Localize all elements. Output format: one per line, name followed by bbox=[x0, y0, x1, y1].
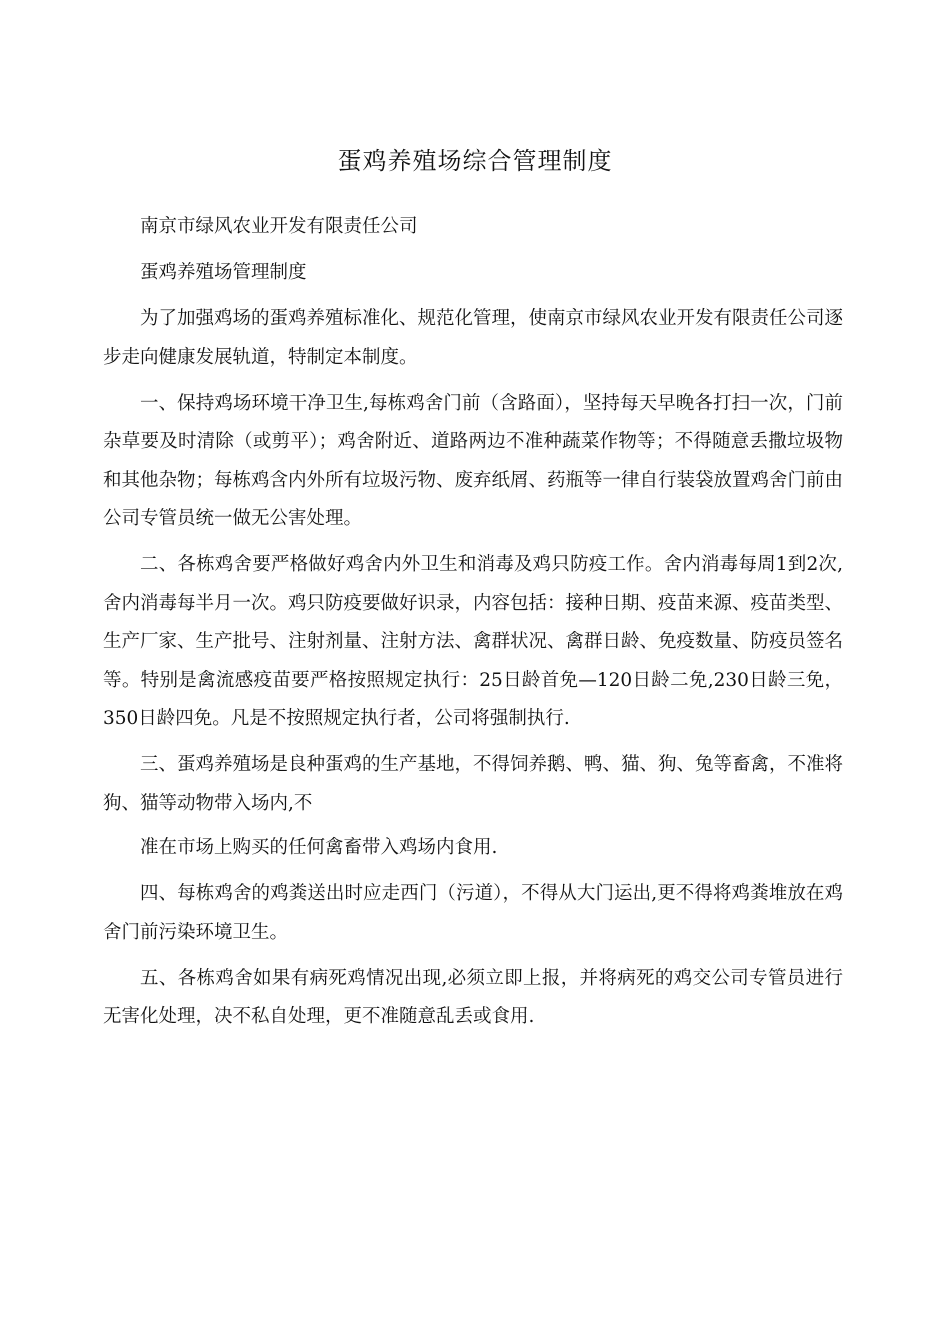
rule-paragraph-3-continued: 准在市场上购买的任何禽畜带入鸡场内食用. bbox=[140, 837, 498, 858]
rule-paragraph-5: 五、各栋鸡舍如果有病死鸡情况出现,必须立即上报，并将病死的鸡交公司专管员进行无害化处理，决不私自处理，更不准随意乱丢或食用. bbox=[103, 967, 843, 1027]
rule-paragraph-2: 二、各栋鸡舍要严格做好鸡舍内外卫生和消毒及鸡只防疫工作。舍内消毒每周1到2次,舍内消毒每半月一次。鸡只防疫要做好识录，内容包括：接种日期、疫苗来源、疫苗类型、生产厂家、生产批号、注射剂量、注射方法、禽群状况、禽群日龄、免疫数量、防疫员签名等。特别是禽流感疫苗要严格按照规定执行：25日龄首免—120日龄二免,230日龄三免，350日龄四免。凡是不按照规定执行者，公司将强制执行. bbox=[103, 554, 844, 729]
rule-paragraph-4: 四、每栋鸡舍的鸡粪送出时应走西门（污道），不得从大门运出,更不得将鸡粪堆放在鸡舍门前污染环境卫生。 bbox=[103, 883, 843, 943]
intro-paragraph: 为了加强鸡场的蛋鸡养殖标准化、规范化管理，使南京市绿风农业开发有限责任公司逐步走向健康发展轨道，特制定本制度。 bbox=[103, 308, 844, 368]
document-body bbox=[103, 208, 843, 1044]
document-title: 蛋鸡养殖场综合管理制度 bbox=[337, 147, 613, 175]
company-name: 南京市绿风农业开发有限责任公司 bbox=[140, 216, 418, 237]
section-heading: 蛋鸡养殖场管理制度 bbox=[140, 262, 307, 283]
rule-paragraph-3: 三、蛋鸡养殖场是良种蛋鸡的生产基地，不得饲养鹅、鸭、猫、狗、兔等畜禽，不准将狗、猫等动物带入场内,不 bbox=[103, 754, 844, 814]
rule-paragraph-1: 一、保持鸡场环境干净卫生,每栋鸡舍门前（含路面），坚持每天早晚各打扫一次，门前杂草要及时清除（或剪平）；鸡舍附近、道路两边不准种蔬菜作物等；不得随意丢撒垃圾物和其他杂物；每栋鸡含内外所有垃圾污物、废弃纸屑、药瓶等一律自行装袋放置鸡舍门前由公司专管员统一做无公害处理。 bbox=[103, 392, 844, 529]
